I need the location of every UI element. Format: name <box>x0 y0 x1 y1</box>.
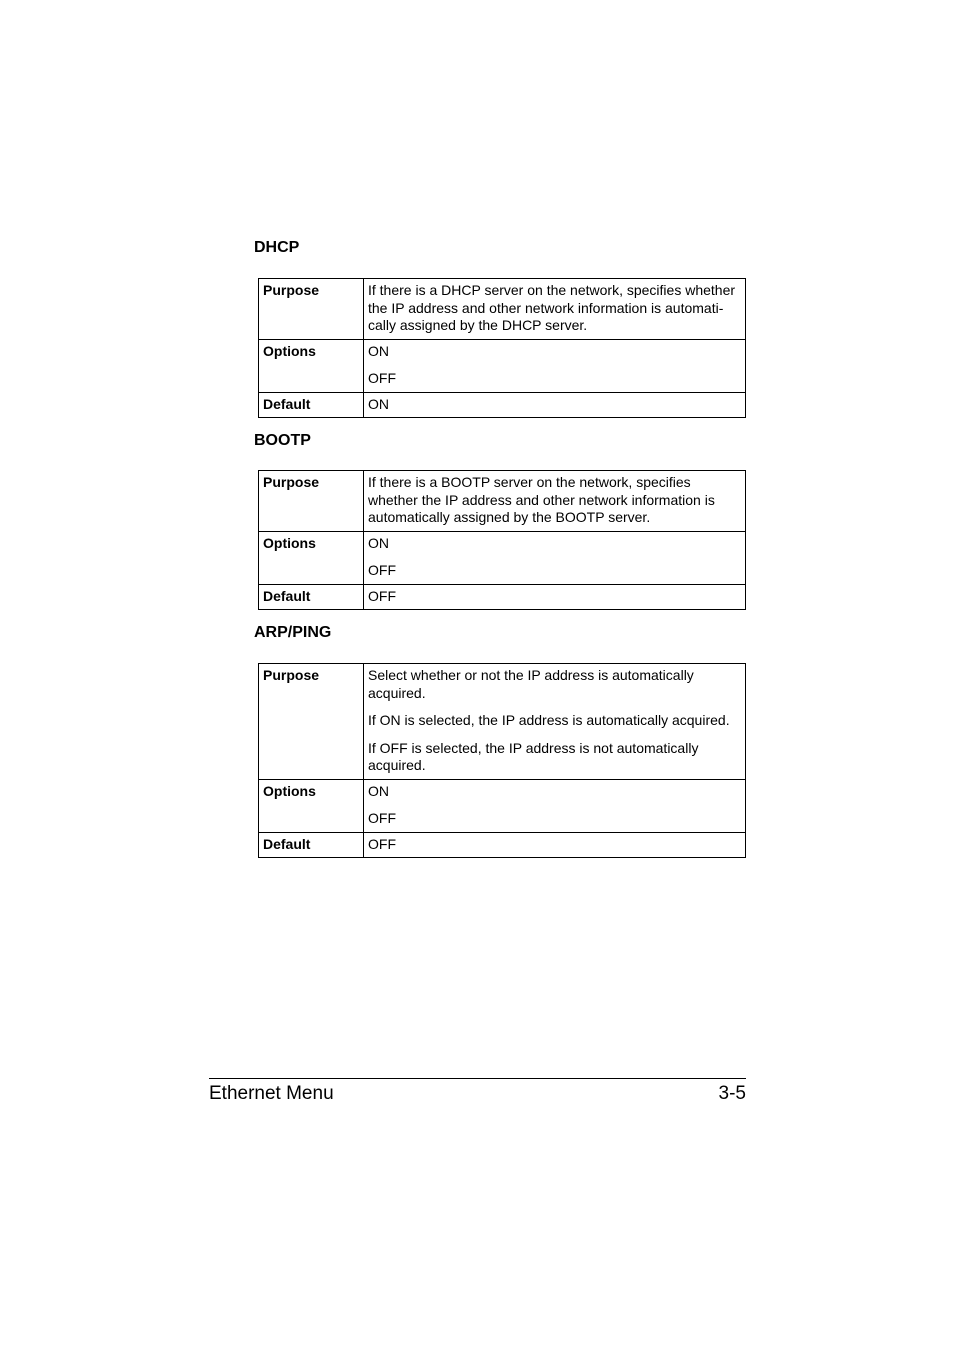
table-row-options <box>259 339 746 392</box>
footer-chapter-title: Ethernet Menu <box>209 1083 334 1104</box>
purpose-text: If there is a BOOTP server on the network, specifies whether the IP address and other network information is automatically assigned by the BOOTP server. <box>368 474 715 525</box>
options-label: Options <box>259 531 364 584</box>
purpose-label: Purpose <box>259 664 364 780</box>
table-row-default <box>259 392 746 418</box>
default-value: OFF <box>364 584 746 610</box>
default-value: OFF <box>364 832 746 858</box>
default-label: Default <box>259 584 364 610</box>
options-value <box>364 531 746 584</box>
section-heading-dhcp: DHCP <box>254 239 300 256</box>
purpose-text: If there is a DHCP server on the network, specifies whether the IP address and other network information is automati-cally assigned by the DHCP server. <box>368 282 736 333</box>
purpose-value <box>364 664 746 780</box>
section-heading-bootp: BOOTP <box>254 432 311 449</box>
option-off: OFF <box>368 810 396 826</box>
table-row-default <box>259 832 746 858</box>
default-label: Default <box>259 392 364 418</box>
option-on: ON <box>368 342 389 359</box>
table-row-default <box>259 584 746 610</box>
footer-divider <box>209 1078 746 1079</box>
options-label: Options <box>259 339 364 392</box>
table-row-purpose <box>259 664 746 780</box>
purpose-text: If OFF is selected, the IP address is not automatically acquired. <box>368 739 699 773</box>
option-off: OFF <box>368 370 396 386</box>
purpose-label: Purpose <box>259 471 364 532</box>
table-row-options <box>259 779 746 832</box>
bootp-settings-table <box>258 470 746 610</box>
table-row-options <box>259 531 746 584</box>
section-heading-arp-ping: ARP/PING <box>254 624 332 641</box>
purpose-text: Select whether or not the IP address is automatically acquired. <box>368 667 694 701</box>
options-value <box>364 339 746 392</box>
purpose-text: If ON is selected, the IP address is automatically acquired. <box>368 712 730 728</box>
footer-page-number: 3-5 <box>718 1083 746 1104</box>
table-row-purpose <box>259 471 746 532</box>
options-value <box>364 779 746 832</box>
purpose-label: Purpose <box>259 279 364 340</box>
dhcp-settings-table <box>258 278 746 418</box>
default-value: ON <box>364 392 746 418</box>
purpose-value <box>364 471 746 532</box>
table-row-purpose <box>259 279 746 340</box>
option-on: ON <box>368 534 389 551</box>
default-label: Default <box>259 832 364 858</box>
arp-ping-settings-table <box>258 663 746 858</box>
options-label: Options <box>259 779 364 832</box>
option-off: OFF <box>368 562 396 578</box>
option-on: ON <box>368 782 389 799</box>
purpose-value <box>364 279 746 340</box>
